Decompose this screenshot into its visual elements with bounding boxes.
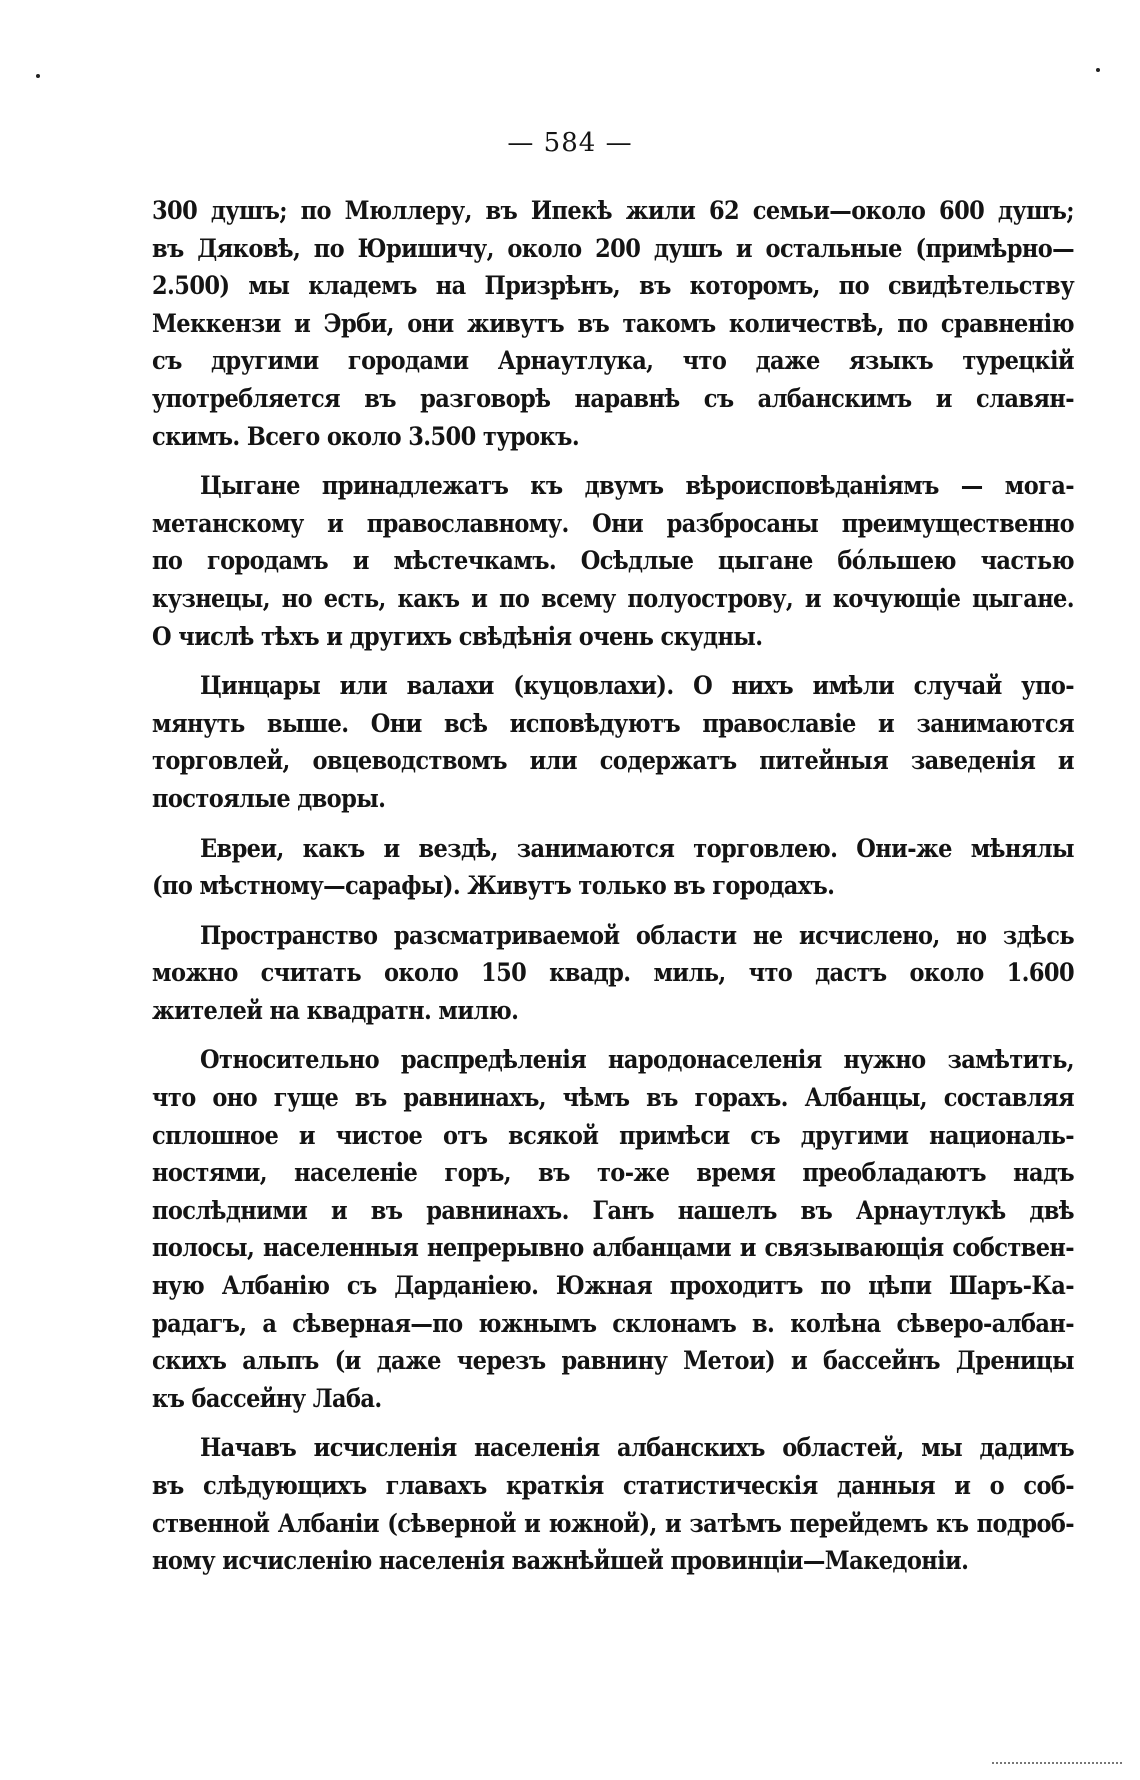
text-line: ную Албанію съ Дарданіею. Южная проходитъ по цѣпи Шаръ-Ка- — [152, 1271, 1074, 1301]
text-line: употребляется въ разговорѣ наравнѣ съ албанскимъ и славян- — [152, 383, 1074, 413]
text-line: Цинцары или валахи (куцовлахи). О нихъ имѣли случай упо- — [200, 671, 1074, 701]
text-line: постоялые дворы. — [152, 783, 386, 813]
paragraph-tsintsars — [152, 667, 1074, 817]
text-line: 300 душъ; по Мюллеру, въ Ипекѣ жили 62 семьи—около 600 душъ; — [152, 196, 1074, 225]
paragraph-jews — [152, 830, 1074, 905]
text-line: въ Дяковѣ, по Юришичу, около 200 душъ и остальные (примѣрно— — [152, 233, 1074, 263]
text-line: что оно гуще въ равнинахъ, чѣмъ въ горахъ. Албанцы, составляя — [152, 1083, 1074, 1113]
text-line: 2.500) мы кладемъ на Призрѣнъ, въ которомъ, по свидѣтельству — [152, 271, 1074, 301]
bottom-print-smudge — [992, 1762, 1122, 1770]
text-line: Пространство разсматриваемой области не исчислено, но здѣсь — [200, 920, 1074, 950]
paragraph-distribution — [152, 1041, 1074, 1417]
text-line: ному исчисленію населенія важнѣйшей провинціи—Македоніи. — [152, 1546, 969, 1576]
body-text — [152, 192, 1074, 1592]
text-line: О числѣ тѣхъ и другихъ свѣдѣнія очень скудны. — [152, 621, 763, 651]
print-speck-left — [36, 74, 40, 78]
text-line: (по мѣстному—сарафы). Живутъ только въ городахъ. — [152, 871, 835, 901]
text-line: послѣдними и въ равнинахъ. Ганъ нашелъ въ Арнаутлукѣ двѣ — [152, 1195, 1074, 1225]
print-speck-right — [1096, 68, 1100, 72]
text-line: полосы, населенныя непрерывно албанцами и связывающія собствен- — [152, 1233, 1074, 1263]
text-line: съ другими городами Арнаутлука, что даже языкъ турецкій — [152, 346, 1074, 376]
text-line: Меккензи и Эрби, они живутъ въ такомъ количествѣ, по сравненію — [152, 308, 1074, 338]
text-line: сплошное и чистое отъ всякой примѣси съ другими националь- — [152, 1120, 1074, 1150]
paragraph-gypsies — [152, 467, 1074, 655]
text-line: Начавъ исчисленія населенія албанскихъ областей, мы дадимъ — [200, 1433, 1074, 1463]
text-line: по городамъ и мѣстечкамъ. Осѣдлые цыгане бо́льшею частью — [152, 546, 1074, 576]
text-line: торговлей, овцеводствомъ или содержатъ питейныя заведенія и — [152, 746, 1074, 776]
text-line: къ бассейну Лаба. — [152, 1383, 382, 1413]
text-line: ностями, населеніе горъ, въ то-же время преобладаютъ надъ — [152, 1158, 1074, 1188]
text-line: можно считать около 150 квадр. миль, что дастъ около 1.600 — [152, 958, 1074, 988]
text-line: мянуть выше. Они всѣ исповѣдуютъ православіе и занимаются — [152, 708, 1074, 738]
text-line: радагъ, а сѣверная—по южнымъ склонамъ в. колѣна сѣверо-албан- — [152, 1308, 1074, 1338]
text-line: Евреи, какъ и вездѣ, занимаются торговлею. Они-же мѣнялы — [200, 833, 1074, 863]
text-line: жителей на квадратн. милю. — [152, 995, 519, 1025]
paragraph-area — [152, 917, 1074, 1030]
text-line: Относительно распредѣленія народонаселенія нужно замѣтить, — [200, 1045, 1074, 1075]
text-line: метанскому и православному. Они разбросаны преимущественно — [152, 508, 1074, 538]
text-line: кузнецы, но есть, какъ и по всему полуострову, и кочующіе цыгане. — [152, 583, 1074, 613]
text-line: Цыгане принадлежатъ къ двумъ вѣроисповѣданіямъ — мога- — [200, 471, 1074, 501]
paragraph-turks — [152, 192, 1074, 455]
text-line: ственной Албаніи (сѣверной и южной), и затѣмъ перейдемъ къ подроб- — [152, 1508, 1074, 1538]
text-line: скихъ альпъ (и даже черезъ равнину Метои) и бассейнъ Дреницы — [152, 1346, 1074, 1376]
text-line: въ слѣдующихъ главахъ краткія статистическія данныя и о соб- — [152, 1471, 1074, 1500]
paragraph-conclusion — [152, 1429, 1074, 1579]
text-line: скимъ. Всего около 3.500 турокъ. — [152, 421, 580, 451]
page-number: — 584 — — [507, 128, 633, 158]
